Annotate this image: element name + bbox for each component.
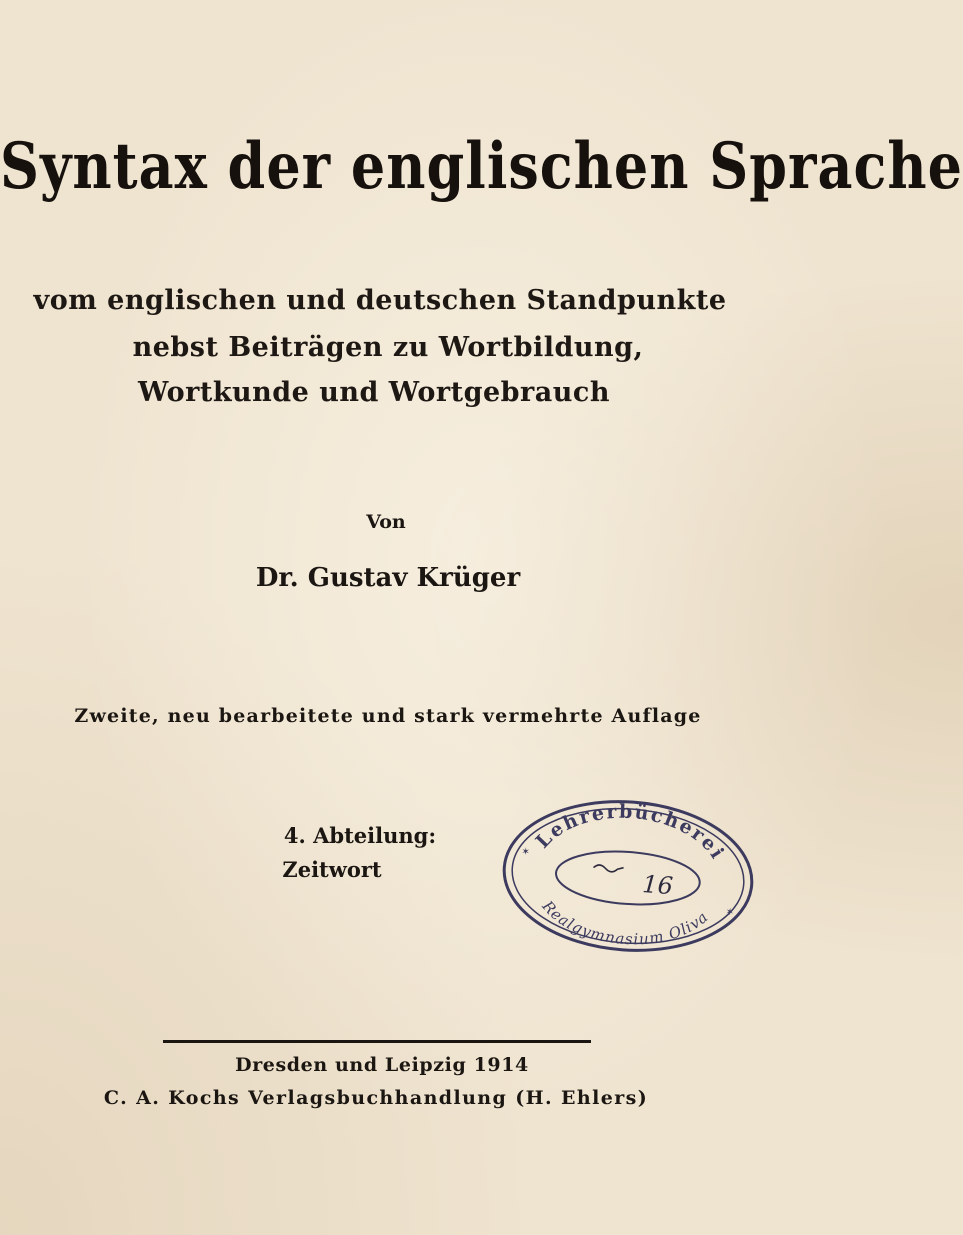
- imprint-publisher: C. A. Kochs Verlagsbuchhandlung (H. Ehlers): [103, 1087, 649, 1109]
- star-icon: ✶: [521, 846, 531, 859]
- stamp-bottom-text: Realgymnasium Oliva: [538, 897, 712, 949]
- subtitle-line-1: vom englischen und deutschen Standpunkte: [33, 285, 727, 316]
- byline: Von: [366, 511, 406, 533]
- author-name: Dr. Gustav Krüger: [255, 563, 521, 593]
- part-name: Zeitwort: [282, 857, 382, 882]
- stamp-handwritten-number: 16: [641, 870, 674, 901]
- subtitle-line-3: Wortkunde und Wortgebrauch: [138, 377, 610, 408]
- imprint-place-year: Dresden und Leipzig 1914: [235, 1054, 529, 1076]
- part-number: 4. Abteilung:: [283, 823, 437, 848]
- subtitle-line-2: nebst Beiträgen zu Wortbildung,: [132, 332, 644, 363]
- stamp-top-text: Lehrerbücherei: [531, 800, 730, 865]
- library-stamp: [493, 787, 764, 965]
- book-title: Syntax der englischen Sprache: [0, 128, 963, 204]
- edition-statement: Zweite, neu bearbeitete und stark vermehrte Auflage: [74, 705, 702, 727]
- svg-text:Lehrerbücherei: [531, 794, 732, 865]
- handwritten-mark: [593, 865, 623, 873]
- divider-rule: [163, 1040, 591, 1043]
- star-icon: ✶: [725, 906, 735, 919]
